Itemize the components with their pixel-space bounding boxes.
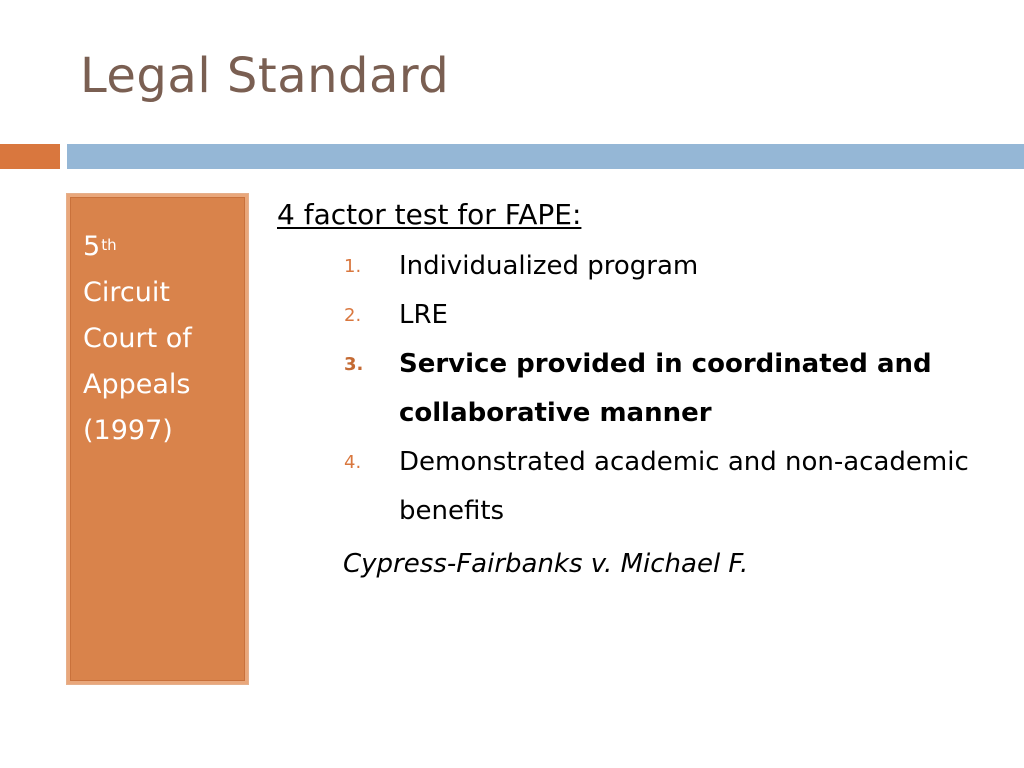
factor-number: 3. [344,353,364,375]
case-citation: Cypress-Fairbanks v. Michael F. [343,548,749,579]
court-name-line3: Appeals [83,369,191,400]
factor-text: Individualized program [399,250,699,281]
accent-bar-orange [0,144,60,169]
factor-item-1 [277,242,997,291]
court-number: 5 [83,231,101,262]
court-suffix: th [101,236,117,254]
court-label [83,224,240,454]
factor-text: Service provided in coordinated and collaborative manner [399,348,932,428]
factor-number: 4. [344,451,362,473]
court-sidebar-panel [66,193,249,685]
factor-item-4 [277,438,997,536]
factor-number: 1. [344,255,362,277]
court-number-line [83,224,240,270]
factor-item-2 [277,291,997,340]
accent-bar-blue [67,144,1024,169]
factor-test-heading: 4 factor test for FAPE: [277,198,582,231]
court-year: (1997) [83,415,173,446]
slide-title: Legal Standard [80,48,450,104]
factor-text: LRE [399,299,448,330]
court-name-line2: Court of [83,323,192,354]
factor-item-3 [277,340,997,438]
court-name-line1: Circuit [83,277,170,308]
factor-text: Demonstrated academic and non-academic benefits [399,446,969,526]
factor-number: 2. [344,304,362,326]
main-content [277,198,997,589]
factor-list [277,242,997,536]
